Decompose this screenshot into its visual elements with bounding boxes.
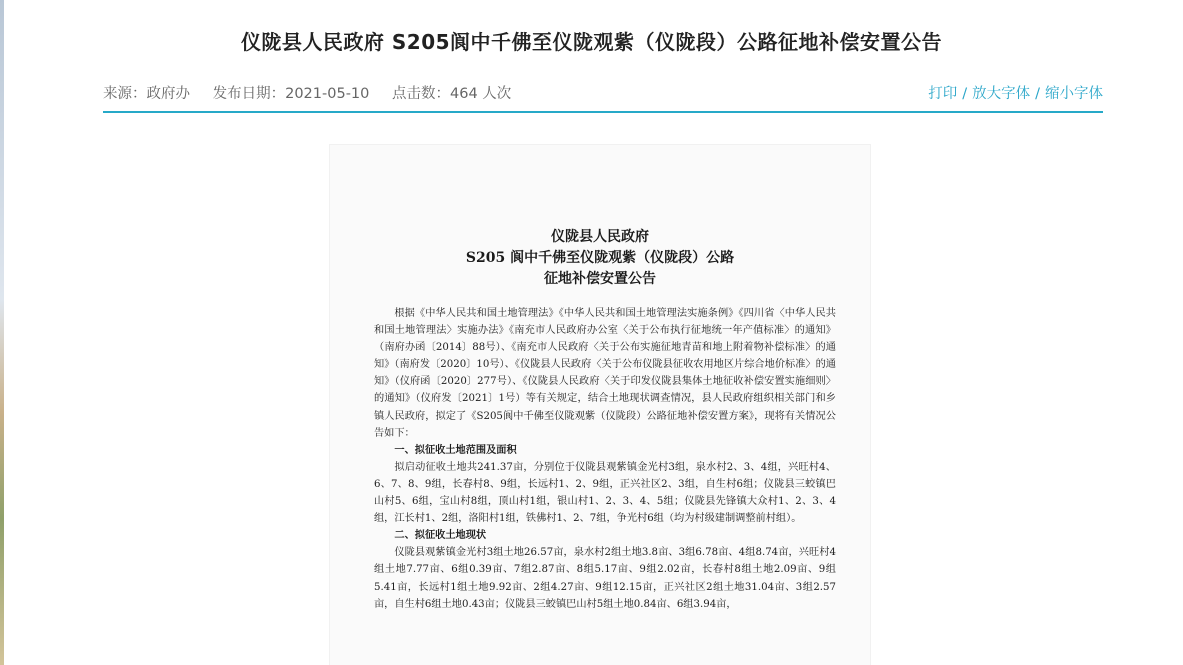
document-intro-paragraph: 根据《中华人民共和国土地管理法》《中华人民共和国土地管理法实施条例》《四川省〈中华人民共和国土地管理法〉实施办法》《南充市人民政府办公室〈关于公布执行征地统一年产值标准〉的通知》（南府办函〔2014〕88号）、《南充市人民政府〈关于公布实施征地青苗和地上附着物补偿标准〉的通知》（南府发〔2020〕10号）、《仪陇县人民政府〈关于公布仪陇县征收农用地区片综合地价标准〉的通知》（仪府函〔2020〕277号）、《仪陇县人民政府〈关于印发仪陇县集体土地征收补偿安置实施细则〉的通知》（仪府发〔2021〕1号）等有关规定，结合土地现状调查情况，县人民政府组织相关部门和乡镇人民政府，拟定了《S205阆中千佛至仪陇观紫（仪陇段）公路征地补偿安置方案》，现将有关情况公告如下： (374, 308, 836, 439)
document-heading-line: 仪陇县人民政府 (551, 229, 649, 245)
section-paragraph: 仪陇县观紫镇金光村3组土地26.57亩，泉水村2组土地3.8亩、3组6.78亩、4组8.74亩，兴旺村4组土地7.77亩、6组0.39亩、7组2.87亩、8组5.17亩、9组2.02亩，长春村8组土地2.09亩、9组5.41亩，长远村1组土地9.92亩、2组4.27亩、9组12.15亩，正兴社区2组土地31.04亩、3组2.57亩，自生村6组土地0.43亩；仪陇县三蛟镇巴山村5组土地0.84亩、6组3.94亩， (374, 547, 836, 610)
article-meta-bar (103, 80, 1103, 113)
print-link[interactable]: 打印 (928, 86, 958, 102)
document-scan-image (330, 145, 870, 665)
document-heading-line: S205 阆中千佛至仪陇观紫（仪陇段）公路 (465, 250, 735, 266)
page-title: 仪陇县人民政府 S205阆中千佛至仪陇观紫（仪陇段）公路征地补偿安置公告 (240, 30, 943, 54)
date-value: 2021-05-10 (285, 86, 370, 102)
document-body (374, 305, 836, 613)
tools-separator: / (1035, 86, 1040, 102)
section-heading: 二、拟征收土地现状 (394, 529, 487, 542)
clicks-value: 464 人次 (450, 86, 512, 102)
article-meta-info (103, 82, 529, 103)
shrink-font-link[interactable]: 缩小字体 (1045, 86, 1103, 102)
tools-separator: / (962, 86, 968, 102)
document-heading (330, 227, 870, 290)
article-tools (928, 82, 1103, 103)
section-heading: 一、拟征收土地范围及面积 (394, 443, 517, 456)
section-paragraph: 拟启动征收土地共241.37亩，分别位于仪陇县观紫镇金光村3组，泉水村2、3、4组，兴旺村4、6、7、8、9组，长春村8、9组，长远村1、2、9组，正兴社区2、3组，自生村6组；仪陇县三蛟镇巴山村5、6组，宝山村8组，顶山村1组，银山村1、2、3、4、5组；仪陇县先锋镇大众村1、2、3、4组，江长村1、2组，洛阳村1组，铁佛村1、2、7组，争光村6组（均为村级建制调整前村组）。 (374, 461, 836, 525)
document-heading-line: 征地补偿安置公告 (544, 271, 656, 287)
date-label: 发布日期： (212, 86, 286, 102)
enlarge-font-link[interactable]: 放大字体 (972, 86, 1031, 102)
source-value: 政府办 (146, 86, 190, 102)
source-label: 来源： (103, 86, 147, 102)
clicks-label: 点击数： (392, 86, 450, 102)
background-strip (0, 0, 4, 665)
